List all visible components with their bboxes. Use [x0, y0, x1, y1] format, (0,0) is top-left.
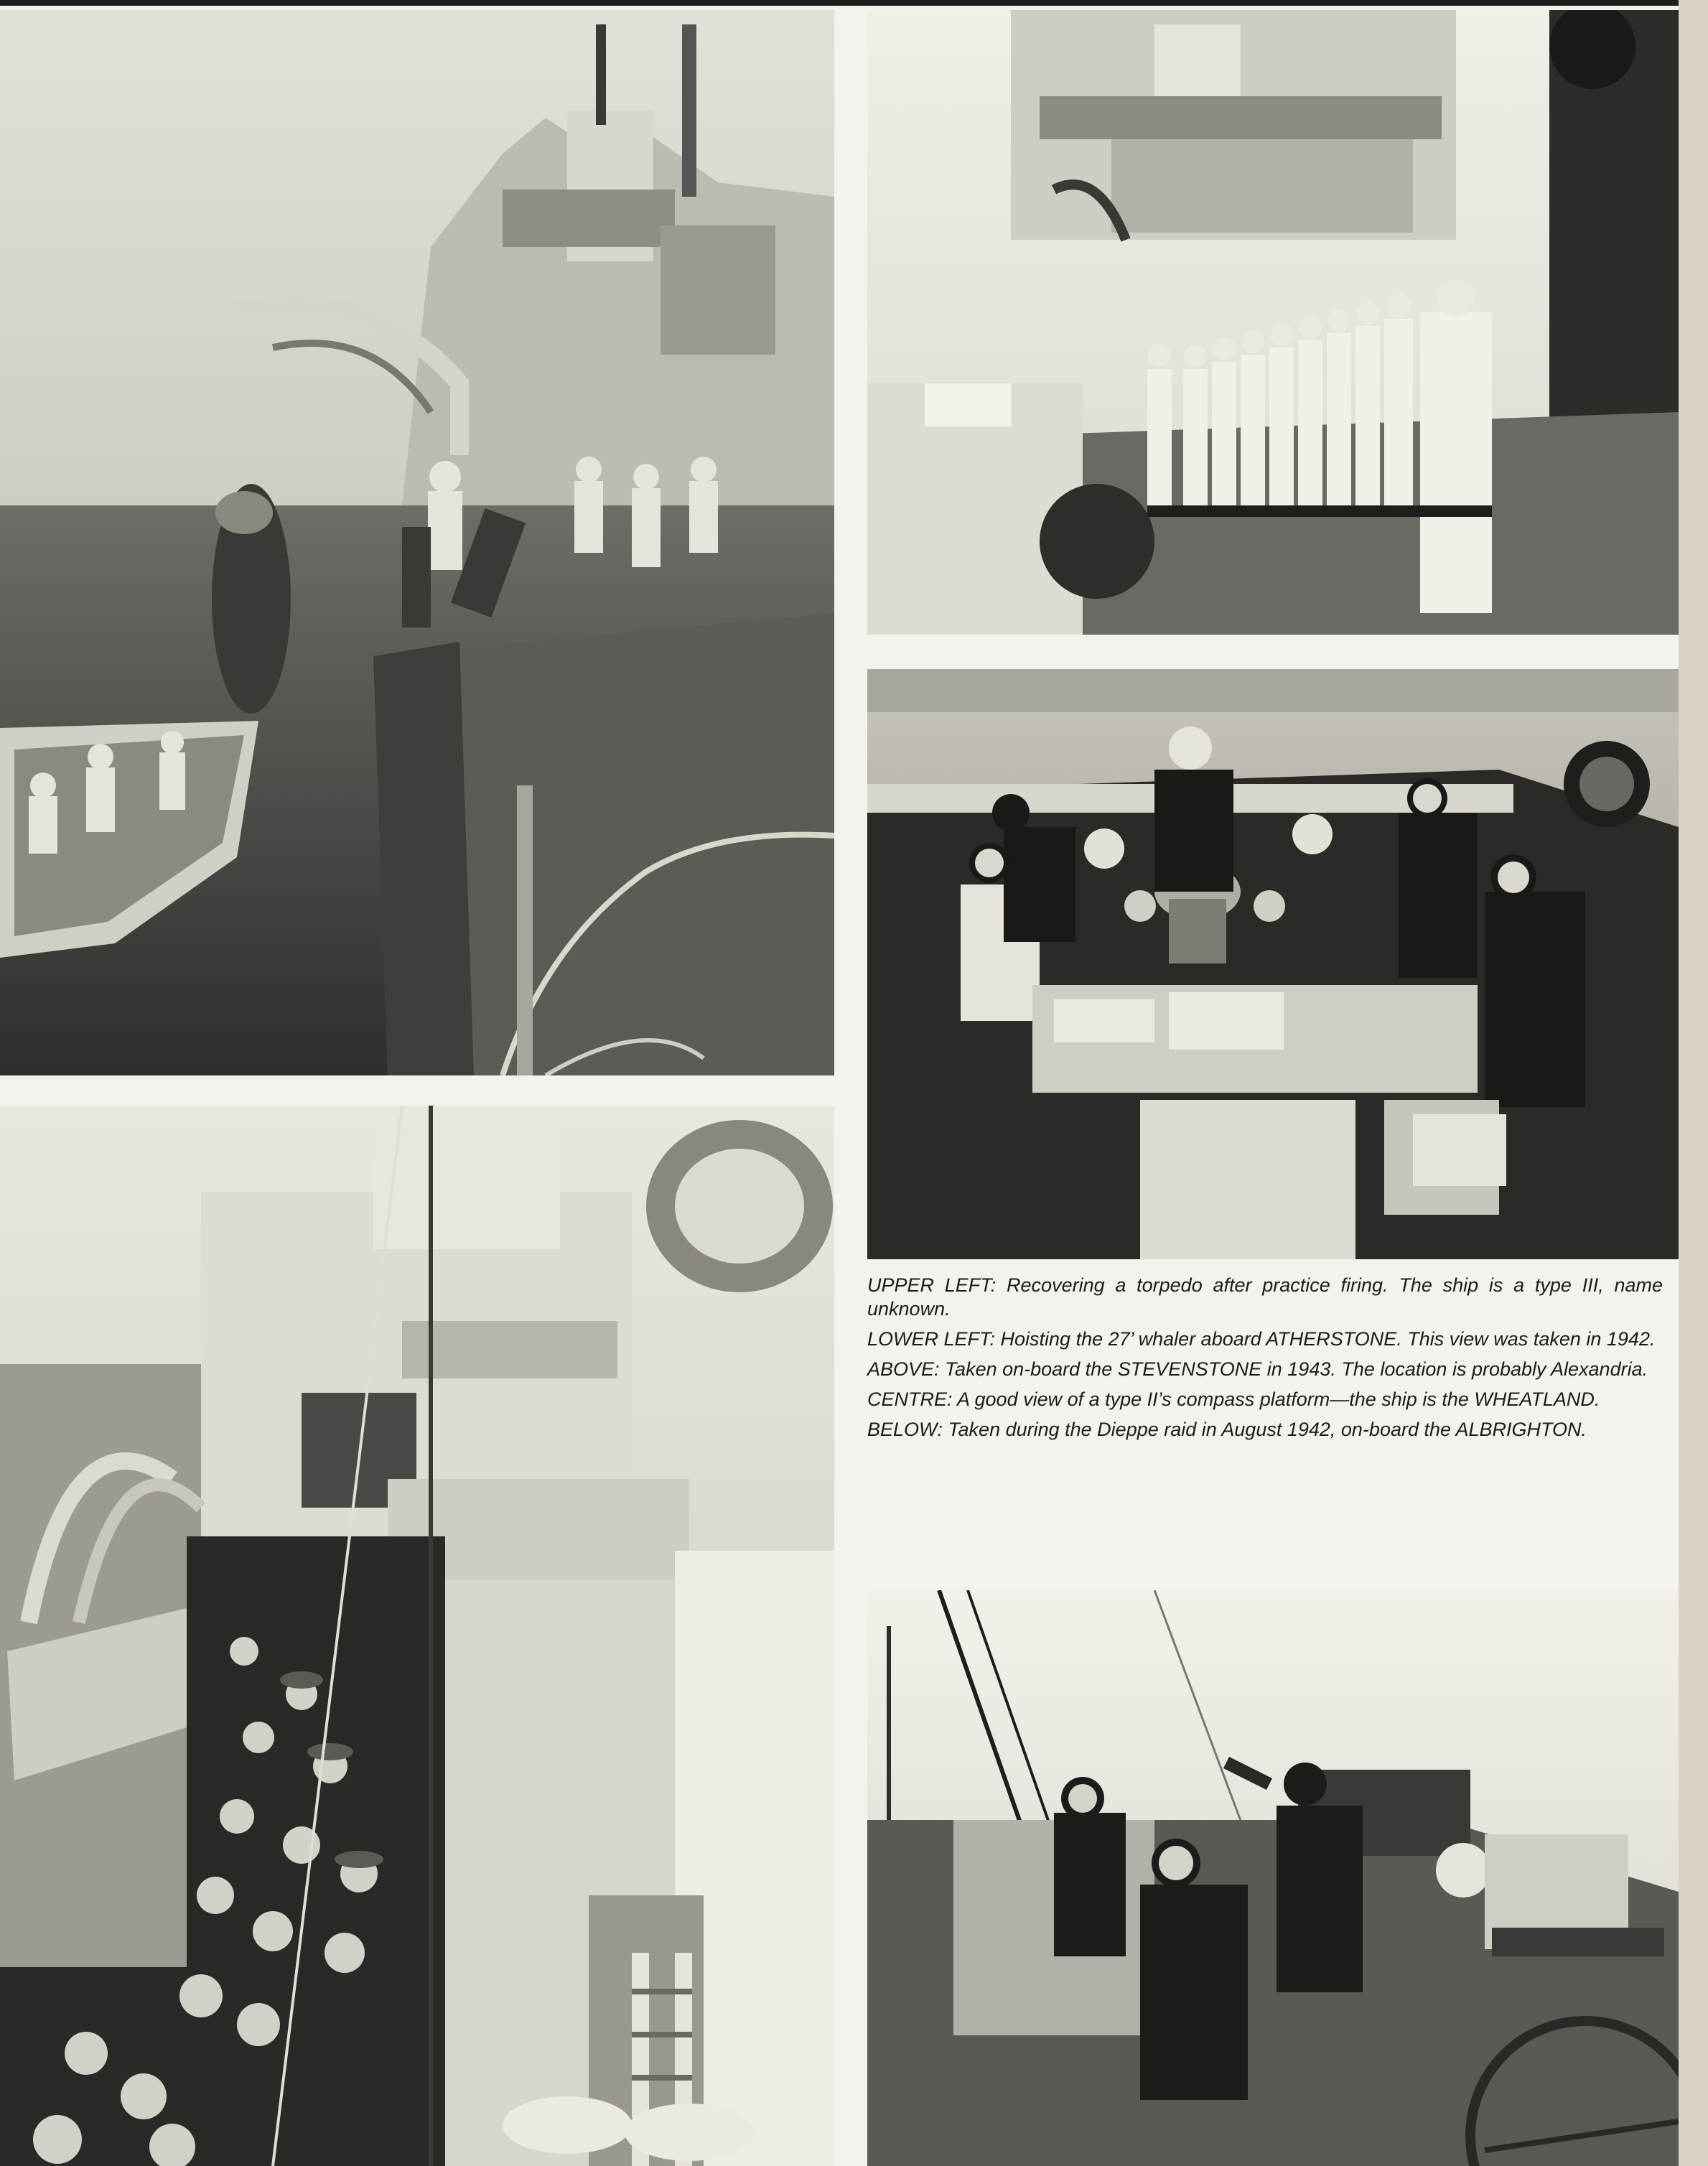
caption-above: ABOVE: Taken on-board the STEVENSTONE in 1943. The location is probably Alexandria.	[867, 1358, 1648, 1380]
photo-wheatland-compass-platform	[867, 669, 1679, 1259]
page-top-rule	[0, 0, 1708, 6]
caption-centre: CENTRE: A good view of a type II’s compass platform—the ship is the WHEATLAND.	[867, 1388, 1600, 1410]
photo-albrighton-dieppe	[867, 1590, 1679, 2166]
caption-block	[867, 1274, 1663, 1448]
caption-upper-left: UPPER LEFT: Recovering a torpedo after practice firing. The ship is a type III, name unknown.	[867, 1274, 1663, 1320]
caption-lower-left: LOWER LEFT: Hoisting the 27’ whaler aboard ATHERSTONE. This view was taken in 1942.	[867, 1328, 1656, 1350]
page-edge	[1679, 0, 1708, 2166]
photo-stevenstone	[867, 10, 1679, 635]
caption-below: BELOW: Taken during the Dieppe raid in August 1942, on-board the ALBRIGHTON.	[867, 1419, 1587, 1440]
photo-whaler-hoisting	[0, 1106, 834, 2166]
photo-torpedo-recovery	[0, 10, 834, 1075]
